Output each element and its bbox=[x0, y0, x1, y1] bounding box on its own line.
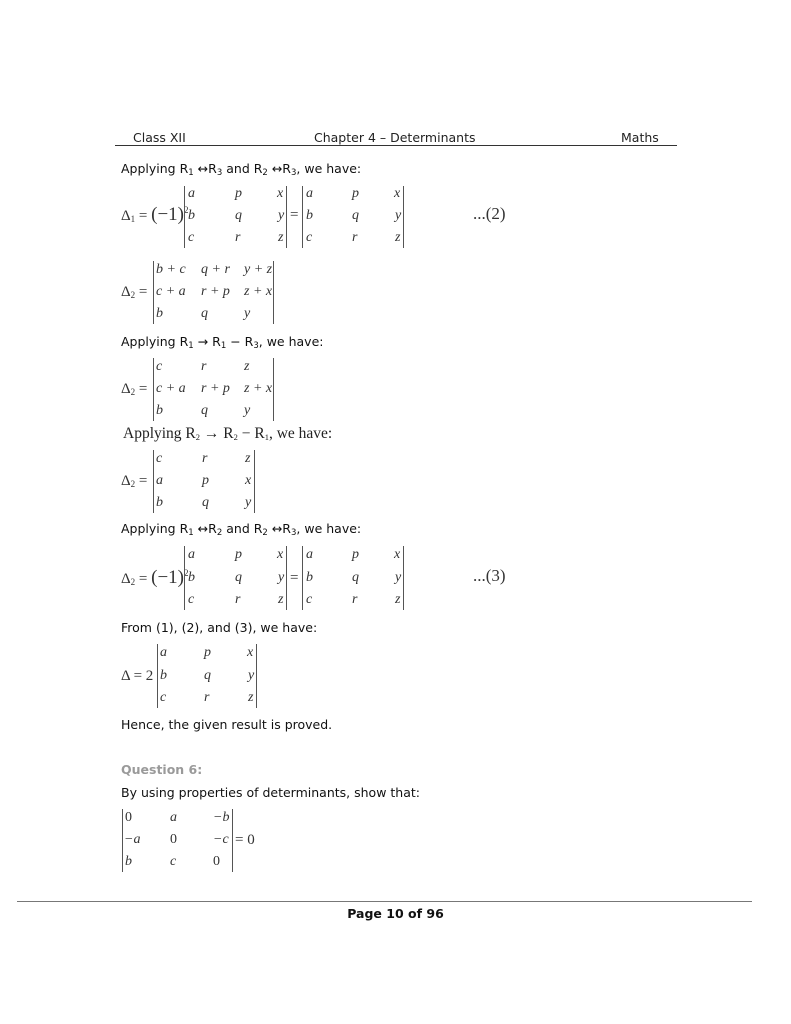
matrix-cell: q bbox=[202, 495, 209, 510]
matrix-cell: b + c bbox=[156, 262, 186, 277]
matrix-cell: a bbox=[306, 547, 313, 562]
page-number: Page 10 of 96 bbox=[347, 906, 444, 921]
determinant-bar-right bbox=[273, 358, 274, 421]
matrix-cell: y bbox=[278, 208, 285, 223]
matrix-cell: z bbox=[278, 592, 284, 607]
step-text-1: Applying $R_1$ $\leftrightarrow R_3$ and $R_2$ $\leftrightarrow R_3$, we have: bbox=[121, 161, 362, 178]
header-chapter: Chapter 4 – Determinants bbox=[314, 130, 476, 145]
equation-lhs: $\Delta_2 = (-1)^2$ bbox=[121, 567, 189, 588]
matrix-cell: z + x bbox=[244, 284, 273, 299]
determinant-bar-right bbox=[403, 186, 404, 248]
matrix-cell: b bbox=[306, 208, 313, 223]
matrix-cell: p bbox=[204, 645, 211, 660]
matrix-cell: y bbox=[395, 570, 402, 585]
matrix-cell: c bbox=[306, 592, 313, 607]
matrix-cell: −c bbox=[213, 832, 229, 847]
matrix-cell: p bbox=[235, 186, 242, 201]
matrix-cell: b bbox=[156, 495, 163, 510]
matrix-cell: p bbox=[352, 186, 359, 201]
determinant-bar-left bbox=[153, 450, 154, 513]
matrix-cell: 0 bbox=[170, 832, 177, 847]
matrix-cell: y bbox=[244, 306, 251, 321]
matrix-cell: a bbox=[170, 810, 177, 825]
step-text-2: Applying $R_1 \to R_1 - R_3$, we have: bbox=[121, 334, 324, 351]
matrix-cell: x bbox=[245, 473, 252, 488]
matrix-cell: c bbox=[156, 359, 163, 374]
determinant-bar-left bbox=[302, 546, 303, 610]
question-prompt: By using properties of determinants, show that: bbox=[121, 785, 420, 800]
equation-lhs: $\Delta_2$ = bbox=[121, 473, 148, 489]
matrix-cell: a bbox=[156, 473, 163, 488]
matrix-cell: z bbox=[395, 592, 401, 607]
matrix-cell: r bbox=[202, 451, 208, 466]
matrix-cell: c bbox=[160, 690, 167, 705]
determinant-bar-right bbox=[403, 546, 404, 610]
matrix-cell: y bbox=[278, 570, 285, 585]
matrix-cell: p bbox=[202, 473, 209, 488]
matrix-cell: a bbox=[160, 645, 167, 660]
determinant-bar-right bbox=[254, 450, 255, 513]
matrix-cell: b bbox=[188, 570, 195, 585]
step-text-3: Applying $R_2 \to R_2 - R_1$, we have: bbox=[123, 425, 333, 442]
matrix-cell: b bbox=[156, 306, 163, 321]
matrix-cell: b bbox=[125, 854, 132, 869]
matrix-cell: b bbox=[160, 668, 167, 683]
question-title: Question 6: bbox=[121, 762, 203, 777]
matrix-cell: c bbox=[156, 451, 163, 466]
step-text-5: From (1), (2), and (3), we have: bbox=[121, 620, 318, 635]
matrix-cell: z bbox=[244, 359, 250, 374]
determinant-bar-left bbox=[184, 186, 185, 248]
determinant-bar-right bbox=[286, 546, 287, 610]
matrix-cell: x bbox=[394, 547, 401, 562]
conclusion-text: Hence, the given result is proved. bbox=[121, 717, 333, 732]
equation-lhs: $\Delta_2$ = bbox=[121, 284, 148, 300]
matrix-cell: c bbox=[306, 230, 313, 245]
footer-divider bbox=[17, 901, 752, 902]
matrix-cell: q bbox=[204, 668, 211, 683]
matrix-cell: q bbox=[201, 403, 208, 418]
matrix-cell: r bbox=[201, 359, 207, 374]
matrix-cell: r + p bbox=[201, 284, 230, 299]
matrix-cell: −b bbox=[213, 810, 230, 825]
determinant-bar-left bbox=[302, 186, 303, 248]
header-divider bbox=[115, 145, 677, 146]
matrix-cell: y bbox=[245, 495, 252, 510]
matrix-cell: p bbox=[235, 547, 242, 562]
matrix-cell: z + x bbox=[244, 381, 273, 396]
matrix-cell: r bbox=[204, 690, 210, 705]
matrix-cell: b bbox=[156, 403, 163, 418]
matrix-cell: c bbox=[170, 854, 177, 869]
header-class: Class XII bbox=[133, 130, 186, 145]
matrix-cell: y bbox=[248, 668, 255, 683]
matrix-cell: x bbox=[247, 645, 254, 660]
determinant-bar-left bbox=[153, 358, 154, 421]
determinant-bar-right bbox=[273, 261, 274, 324]
determinant-bar-right bbox=[286, 186, 287, 248]
matrix-cell: r bbox=[352, 592, 358, 607]
matrix-cell: a bbox=[188, 547, 195, 562]
matrix-cell: q bbox=[235, 208, 242, 223]
matrix-cell: x bbox=[277, 547, 284, 562]
determinant-bar-left bbox=[122, 809, 123, 872]
matrix-cell: z bbox=[278, 230, 284, 245]
matrix-cell: q bbox=[235, 570, 242, 585]
matrix-cell: z bbox=[395, 230, 401, 245]
matrix-cell: −a bbox=[124, 832, 141, 847]
matrix-cell: y bbox=[395, 208, 402, 223]
matrix-cell: 0 bbox=[125, 810, 132, 825]
matrix-cell: a bbox=[306, 186, 313, 201]
matrix-cell: c + a bbox=[156, 284, 186, 299]
matrix-cell: b bbox=[306, 570, 313, 585]
determinant-bar-right bbox=[232, 809, 233, 872]
determinant-bar-left bbox=[153, 261, 154, 324]
equation-rhs: = 0 bbox=[235, 832, 255, 848]
determinant-bar-right bbox=[256, 644, 257, 708]
equals-sign: = bbox=[290, 570, 299, 586]
matrix-cell: q bbox=[352, 208, 359, 223]
equation-reference: ...(2) bbox=[473, 204, 506, 223]
equals-sign: = bbox=[290, 207, 299, 223]
matrix-cell: q bbox=[201, 306, 208, 321]
matrix-cell: z bbox=[245, 451, 251, 466]
matrix-cell: c + a bbox=[156, 381, 186, 396]
matrix-cell: c bbox=[188, 592, 195, 607]
step-text-4: Applying $R_1$ $\leftrightarrow R_2$ and $R_2$ $\leftrightarrow R_3$, we have: bbox=[121, 521, 362, 538]
matrix-cell: b bbox=[188, 208, 195, 223]
matrix-cell: r bbox=[352, 230, 358, 245]
matrix-cell: q bbox=[352, 570, 359, 585]
matrix-cell: x bbox=[277, 186, 284, 201]
matrix-cell: z bbox=[248, 690, 254, 705]
matrix-cell: y bbox=[244, 403, 251, 418]
matrix-cell: x bbox=[394, 186, 401, 201]
matrix-cell: a bbox=[188, 186, 195, 201]
matrix-cell: c bbox=[188, 230, 195, 245]
matrix-cell: 0 bbox=[213, 854, 220, 869]
equation-lhs: Δ = 2 bbox=[121, 668, 154, 684]
equation-lhs: $\Delta_2$ = bbox=[121, 381, 148, 397]
equation-lhs: $\Delta_1 = (-1)^2$ bbox=[121, 204, 189, 225]
determinant-bar-left bbox=[184, 546, 185, 610]
matrix-cell: y + z bbox=[244, 262, 273, 277]
matrix-cell: p bbox=[352, 547, 359, 562]
matrix-cell: r + p bbox=[201, 381, 230, 396]
header-subject: Maths bbox=[621, 130, 659, 145]
matrix-cell: r bbox=[235, 592, 241, 607]
determinant-bar-left bbox=[157, 644, 158, 708]
matrix-cell: q + r bbox=[201, 262, 230, 277]
equation-reference: ...(3) bbox=[473, 566, 506, 585]
matrix-cell: r bbox=[235, 230, 241, 245]
